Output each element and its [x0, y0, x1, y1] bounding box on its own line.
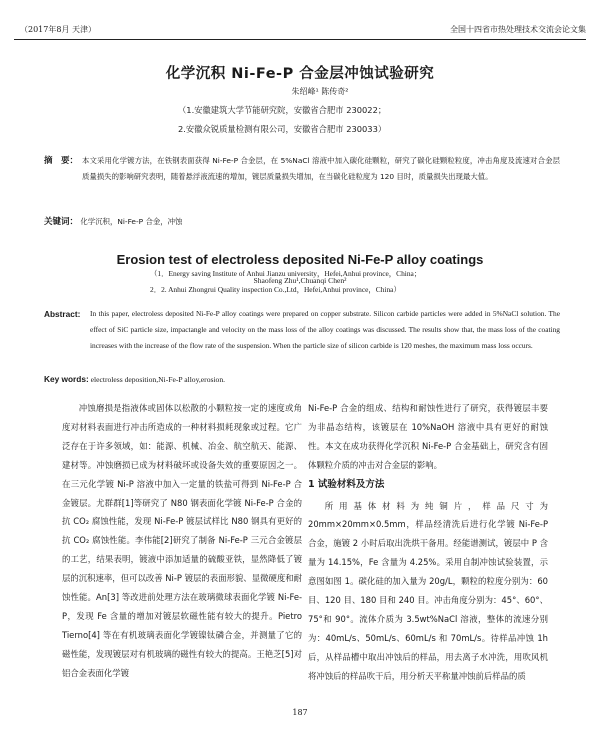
- abstract-cn: [44, 153, 560, 217]
- authors-en: Shaofeng Zhu¹,Chuanqi Chen²: [253, 276, 347, 285]
- abstract-cn-text: 本文采用化学镀方法，在铁钢表面获得 Ni-Fe-P 合金层，在 5%NaCl 溶液中加入碳化硅颗粒，研究了碳化硅颗粒粒度，冲击角度及流速对合金层质量损失的影响研究表明，随着悬浮液流速的增加，镀层质量损失增加，在当碳化硅粒度为 120 目时，质量损失出现最大值。: [82, 156, 560, 181]
- keywords-cn-label: 关键词：: [44, 217, 79, 227]
- body-column-left: [62, 399, 302, 683]
- header-rule: [14, 39, 586, 40]
- section-heading-1: 1 试验材料及方法: [308, 478, 385, 490]
- page-number: 187: [292, 708, 308, 717]
- affiliation-en-2: 2．2. Anhui Zhongrui Quality inspection Co.,Ltd，Hefei,Anhui province，China）: [150, 285, 401, 294]
- keywords-cn: [44, 214, 560, 231]
- abstract-en-text: In this paper, electroless deposited Ni-Fe-P alloy coatings were prepared on copper substrate. Silicon carbide particles were added in 5%NaCl solution. The effect of SiC particle size, impactangle and velocity on the mass loss of the alloy coatings was discussed. The results show that, the mass loss of the coating increases with the increase of the flow rate of the suspension. When the particle size of silicon carbide is 120 meshes, the maximum mass loss occurs.: [90, 309, 560, 350]
- keywords-en-label: Key words:: [44, 374, 89, 384]
- affiliation-cn-1: （1.安徽建筑大学节能研究院，安徽省合肥市 230022；: [178, 105, 387, 115]
- abstract-en-label: Abstract:: [44, 309, 81, 319]
- keywords-cn-text: 化学沉积，Ni-Fe-P 合金，冲蚀: [80, 217, 183, 226]
- methods-paragraph: 所用基体材料为纯铜片，样品尺寸为 20mm×20mm×0.5mm，样品经清洗后进行化学镀 Ni-Fe-P 合金，施镀 2 小时后取出洗烘干备用。经能谱测试，镀层中 P 含量为 14.15%，Fe 含量为 4.25%。采用自制冲蚀试验装置，示意图如图 1。碳化硅的加入量为 20g/L，颗粒的粒度分别为：60 目、120 目、180 目和 240 目。冲击角度分别为：45°、60°、75°和 90°。流体介质为 3.5wt%NaCl 溶液，整体的流速分别为：40mL/s、50mL/s、60mL/s 和 70mL/s。待样品冲蚀 1h 后，从样品槽中取出冲蚀后的样品，用去离子水冲洗，用吹风机将冲蚀后的样品吹干后，用分析天平称量冲蚀前后样品的质: [308, 500, 548, 681]
- body-column-right: [308, 399, 548, 686]
- intro-paragraph-continued: Ni-Fe-P 合金的组成、结构和耐蚀性进行了研究，获得镀层丰要为非晶态结构，该镀层在 10%NaOH 溶液中具有更好的耐蚀性。本文在成功获得化学沉积 Ni-Fe-P 合金基础上，研究含有固体颗粒介质的冲击对合金层的影响。: [308, 403, 548, 470]
- paper-title-en: Erosion test of electroless deposited Ni-Fe-P alloy coatings: [116, 252, 484, 267]
- header-left: （2017年8月 天津）: [20, 25, 96, 34]
- abstract-cn-label: 摘 要：: [44, 156, 79, 166]
- affiliation-cn-2: 2.安徽众锐质量检测有限公司，安徽省合肥市 230033）: [178, 124, 387, 134]
- paper-title-cn: 化学沉积 Ni-Fe-P 合金层冲蚀试验研究: [165, 66, 435, 82]
- keywords-en-text: electroless deposition,Ni-Fe-P alloy,erosion.: [90, 375, 226, 384]
- affiliation-en-1: （1．Energy saving Institute of Anhui Jianzu university，Hefei,Anhui province，China；: [150, 269, 422, 278]
- intro-paragraph: 冲蚀磨损是指液体或固体以松散的小颗粒按一定的速度或角度对材料表面进行冲击所造成的一种材料损耗现象或过程。它广泛存在于许多领域，如：能源、机械、冶金、航空航天、能源、建材等。冲蚀磨损已成为材料破坏或设备失效的重要原因之一。在三元化学镀 Ni-P 溶液中加入一定量的铁盐可得到 Ni-Fe-P 合金镀层。尤群群[1]等研究了 N80 钢表面化学镀 Ni-Fe-P 合金的抗 CO₂ 腐蚀性能，发现 Ni-Fe-P 镀层试样比 N80 钢具有更好的抗 CO₂ 腐蚀性能。李伟能[2]研究了制备 Ni-Fe-P 三元合金镀层的工艺，结果表明，镀液中添加适量的硫酸亚铁，显然降低了镀层的沉积速率，但可以改善 Ni-P 镀层的表面形貌、显微硬度和耐蚀性能。An[3] 等改进前处理方法在玻璃微球表面化学镀 Ni-Fe-P，发现 Fe 含量的增加对镀层软磁性能有较大的提升。Pietro Tierno[4] 等在有机玻璃表面化学镀镍钛磷合金，并测量了它的磁性能，发现镀层对有机玻璃的磁性有较大的提高。王艳芝[5]对铝合金表面化学镀: [62, 403, 302, 678]
- keywords-en: [44, 374, 225, 384]
- authors-cn: 朱绍峰¹ 陈传奇²: [291, 87, 349, 96]
- running-header: [14, 24, 586, 38]
- abstract-en: [44, 306, 560, 350]
- header-right: 全国十四省市热处理技术交流会论文集: [450, 25, 586, 34]
